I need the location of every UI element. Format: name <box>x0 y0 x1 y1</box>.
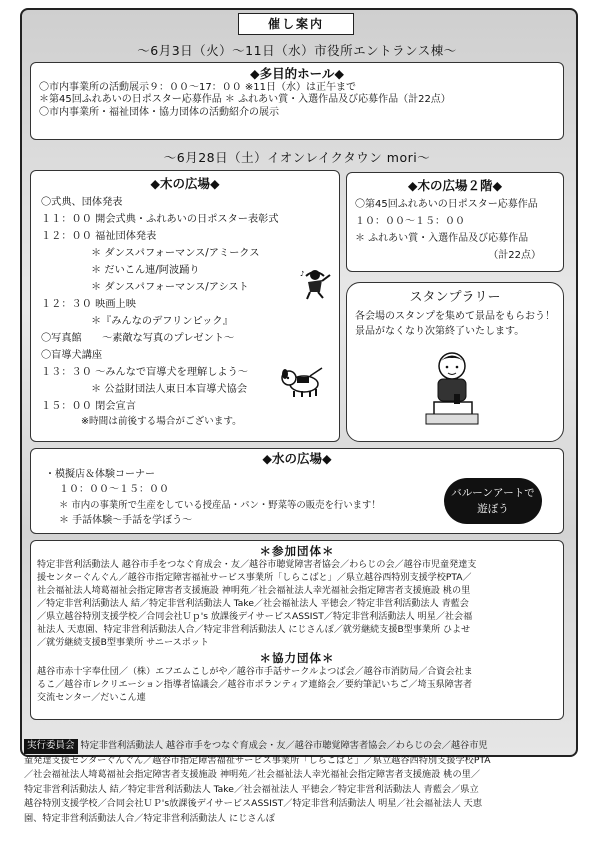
schedule-line: ＊ ダンスパフォーマンス/アシスト <box>91 282 249 293</box>
guide-dog-illustration <box>280 366 326 398</box>
stamp-rally-title: スタンプラリー <box>409 290 501 305</box>
tamokuteki-line: 〇市内事業所・福祉団体・協力団体の活動紹介の展示 <box>39 106 279 118</box>
banner-city-hall: ～6月3日（火）～11日（水）市役所エントランス棟～ <box>137 43 457 58</box>
ki-no-hiroba-box <box>30 170 340 442</box>
schedule-line: 〇第45回ふれあいの日ポスター応募作品 <box>355 199 538 210</box>
participant-line: 特定非営利活動法人 越谷市手をつなぐ育成会・友／越谷市聴覚障害者協会／わらじの会／越谷市児童発達支 <box>37 560 477 570</box>
executive-committee-label: 実行委員会 <box>24 739 78 754</box>
balloon-art-badge <box>444 478 542 524</box>
schedule-line: 〇式典、団体発表 <box>41 197 123 208</box>
schedule-line: １０：００～１５：００ <box>59 484 169 495</box>
child-stamping-illustration <box>420 348 484 428</box>
exec-line: 特定非営利活動法人 結／特定非営利活動法人 Take／社会福祉法人 平徳会／特定非営利活動法人 青藍会／県立 <box>24 783 479 795</box>
exec-line: 越谷特別支援学校／合同会社ＵＰ's放課後デイサービスASSIST／特定非営利活動法人 明星／社会福祉法人 天恵 <box>24 798 483 810</box>
schedule-line: １１：００ 開会式典・ふれあいの日ポスター表彰式 <box>41 214 279 225</box>
cooperators-title: ＊協力団体＊ <box>259 651 335 665</box>
schedule-line: ＊ だいこん連/阿波踊り <box>91 265 200 276</box>
participants-title: ＊参加団体＊ <box>259 544 335 558</box>
ki-no-hiroba-title: ◆木の広場◆ <box>150 176 220 191</box>
exec-line: 園、特定非営利活動法人合／特定非営利活動法人 にじさんぽ <box>24 812 275 824</box>
schedule-line: （計22点） <box>488 250 541 261</box>
participant-line: 祉法人 天恵園、特定非営利活動法人合／特定非営利活動法人 にじさんぽ／就労継続支援B型事業所 ひよせ <box>37 625 471 635</box>
participant-line: 援センターぐんぐん／越谷市指定障害福祉サービス事業所「しらこばと」／県立越谷西特別支援学校PTA／ <box>37 573 472 583</box>
tamokuteki-line: 〇市内事業所の活動展示９：００～17：００ ※11日（水）は正午まで <box>39 81 357 93</box>
schedule-line: １２：３０ 映画上映 <box>41 299 136 310</box>
tamokuteki-line: ＊第45回ふれあいの日ポスター応募作品 ＊ ふれあい賞・入選作品及び応募作品（計22点） <box>39 94 451 106</box>
schedule-line: ・模擬店＆体験コーナー <box>45 468 155 480</box>
svg-text:♪: ♪ <box>300 270 305 278</box>
ki-no-hiroba-2f-box <box>346 172 564 272</box>
participant-line: 社会福祉法人埼葛福祉会指定障害者支援施設 神明苑／社会福祉法人幸光福祉会指定障害者支援施設 桃の里 <box>37 586 471 596</box>
cooperator-line: 越谷市赤十字奉仕団／（株）エフエムこしがや／越谷市手話サークルよつば会／越谷市消防局／合資会社ま <box>37 667 473 677</box>
cooperator-line: 交流センター／だいこん連 <box>37 693 146 703</box>
schedule-line: 〇写真館 ～素敵な写真のプレゼント～ <box>41 333 235 344</box>
schedule-line: ＊ 手話体験～手話を学ぼう～ <box>59 515 193 526</box>
banner-aeon: ～6月28日（土）イオンレイクタウン mori～ <box>163 150 431 165</box>
exec-line: 童発達支援センターぐんぐん／越谷市指定障害福祉サービス事業所「しらこばと」／県立越谷西特別支援学校PTA <box>24 754 491 766</box>
participant-line: ／県立越谷特別支援学校／合同会社Ｕｐ's 放課後デイサービスASSIST／特定非営利活動法人 明星／社会福 <box>37 612 473 622</box>
exec-line: ／社会福祉法人埼葛福祉会指定障害者支援施設 神明苑／社会福祉法人幸光福祉会指定障害者支援施設 桃の里／ <box>24 769 481 781</box>
participant-line: ／就労継続支援B型事業所 サニースポット <box>37 638 209 648</box>
participant-line: ／特定非営利活動法人 結／特定非営利活動法人 Take／社会福祉法人 平徳会／特定非営利活動法人 青藍会 <box>37 599 469 609</box>
schedule-line: ＊ ふれあい賞・入選作品及び応募作品 <box>355 233 529 244</box>
dancer-illustration <box>298 266 332 300</box>
balloon-line: 遊ぼう <box>477 503 509 515</box>
schedule-line: １３：３０ ～みんなで盲導犬を理解しよう～ <box>41 367 248 378</box>
stamp-rally-text: 各会場のスタンプを集めて景品をもらおう！ <box>355 311 555 322</box>
mizu-no-hiroba-title: ◆水の広場◆ <box>262 451 332 466</box>
tamokuteki-title: ◆多目的ホール◆ <box>250 66 344 81</box>
organizations-box <box>30 540 564 720</box>
schedule-line: 〇盲導犬講座 <box>41 350 103 361</box>
tamokuteki-hall-box <box>30 62 564 140</box>
executive-committee <box>24 739 580 827</box>
schedule-line: １５：００ 閉会宣言 <box>41 401 136 412</box>
schedule-line: １０：００～１５：００ <box>355 216 465 227</box>
schedule-line: １２：００ 福祉団体発表 <box>41 231 157 242</box>
schedule-line: ＊ ダンスパフォーマンス/アミークス <box>91 248 260 259</box>
schedule-line: ＊ 市内の事業所で生産をしている授産品・パン・野菜等の販売を行います！ <box>59 499 381 511</box>
schedule-line: ＊ 公益財団法人東日本盲導犬協会 <box>91 384 248 395</box>
schedule-line: ＊『みんなのデフリンピック』 <box>91 316 233 327</box>
stamp-rally-text: 景品がなくなり次第終了いたします。 <box>355 326 525 337</box>
exec-line: 特定非営利活動法人 越谷市手をつなぐ育成会・友／越谷市聴覚障害者協会／わらじの会／越谷市児 <box>80 740 488 751</box>
ki-no-hiroba-2f-title: ◆木の広場２階◆ <box>407 178 503 193</box>
cooperator-line: るこ／越谷市レクリエーション指導者協議会／越谷市ボランティア連絡会／要約筆記いちご／埼玉県障害者 <box>37 680 473 690</box>
time-note: ※時間は前後する場合がございます。 <box>81 416 242 427</box>
balloon-line: バルーンアートで <box>451 487 535 499</box>
page-title: 催し案内 <box>238 13 354 35</box>
